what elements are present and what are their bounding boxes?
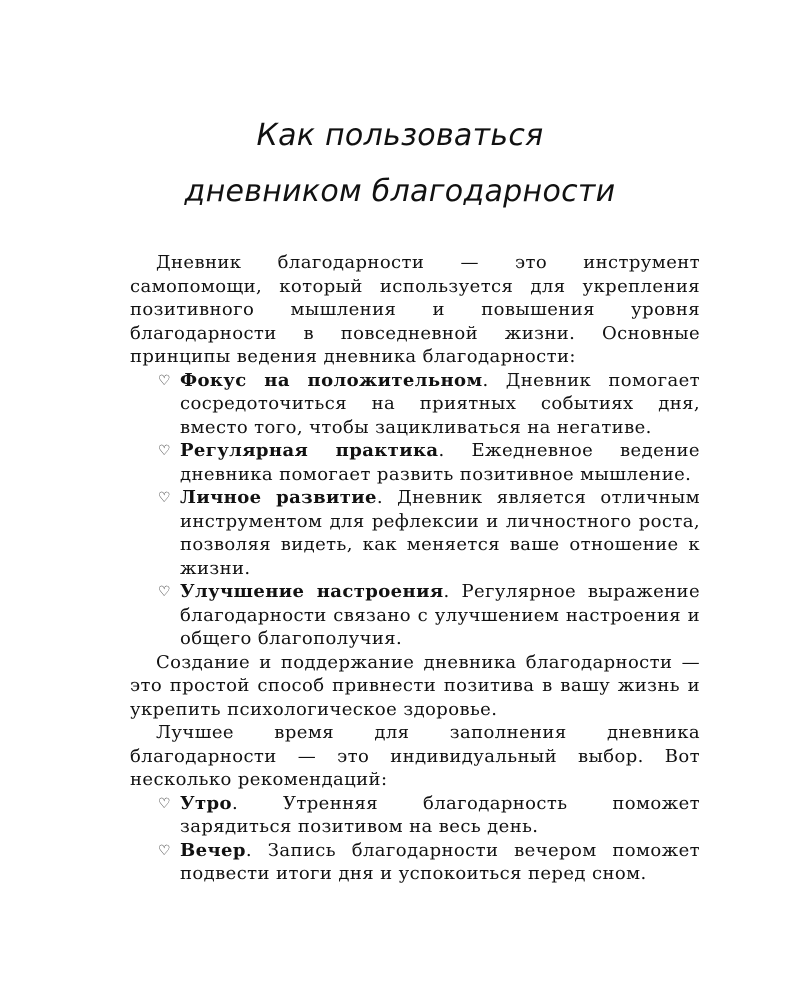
heart-outline-icon: ♡	[158, 490, 171, 506]
heart-outline-icon: ♡	[158, 372, 171, 389]
list-item-text: . Дневник помогает сосредоточиться на приятных событиях дня, вместо того, чтобы зацикливаться на негативе.	[180, 369, 700, 438]
heart-outline-icon: ♡	[158, 795, 171, 812]
recommendations-list	[130, 792, 700, 886]
list-item-term: Утро	[180, 792, 232, 814]
list-item	[130, 792, 700, 839]
list-item-text: . Утренняя благодарность поможет зарядиться позитивом на весь день.	[180, 792, 700, 837]
list-item	[130, 439, 700, 486]
paragraph-best-time: Лучшее время для заполнения дневника благодарности — это индивидуальный выбор. Вот несколько рекомендаций:	[130, 722, 700, 790]
heart-outline-icon: ♡	[158, 842, 171, 859]
intro-paragraph: Дневник благодарности — это инструмент самопомощи, который используется для укрепления позитивного мышления и повышения уровня благодарности в повседневной жизни. Основные принципы ведения дневника благодарности:	[130, 252, 700, 367]
list-item	[130, 839, 700, 886]
list-item-text: . Регулярное выражение благодарности связано с улучшением настроения и общего благополучия.	[180, 581, 700, 649]
heart-outline-icon: ♡	[158, 443, 171, 459]
list-item-text: . Запись благодарности вечером поможет подвести итоги дня и успокоиться перед сном.	[180, 839, 700, 884]
list-item-text: . Ежедневное ведение дневника помогает развить позитивное мышление.	[180, 440, 700, 485]
list-item-term: Регулярная практика	[180, 440, 439, 461]
list-item-term: Улучшение настроения	[180, 581, 444, 602]
list-item-term: Личное развитие	[180, 487, 377, 508]
title-line-2: дневником благодарности	[184, 174, 616, 209]
heart-outline-icon: ♡	[158, 584, 171, 600]
paragraph-creation: Создание и поддержание дневника благодарности — это простой способ привнести позитива в вашу жизнь и укрепить психологическое здоровье.	[130, 651, 700, 720]
principles-list	[130, 369, 700, 651]
list-item-term: Вечер	[180, 839, 246, 861]
list-item-text: . Дневник является отличным инструментом для рефлексии и личностного роста, позволяя видеть, как меняется ваше отношение к жизни.	[180, 487, 700, 579]
list-item	[130, 580, 700, 651]
title-line-1: Как пользоваться	[256, 118, 544, 153]
list-item	[130, 486, 700, 580]
list-item-term: Фокус на положительном	[180, 369, 483, 391]
list-item	[130, 369, 700, 440]
page-title	[100, 108, 700, 220]
body-text	[130, 251, 700, 886]
